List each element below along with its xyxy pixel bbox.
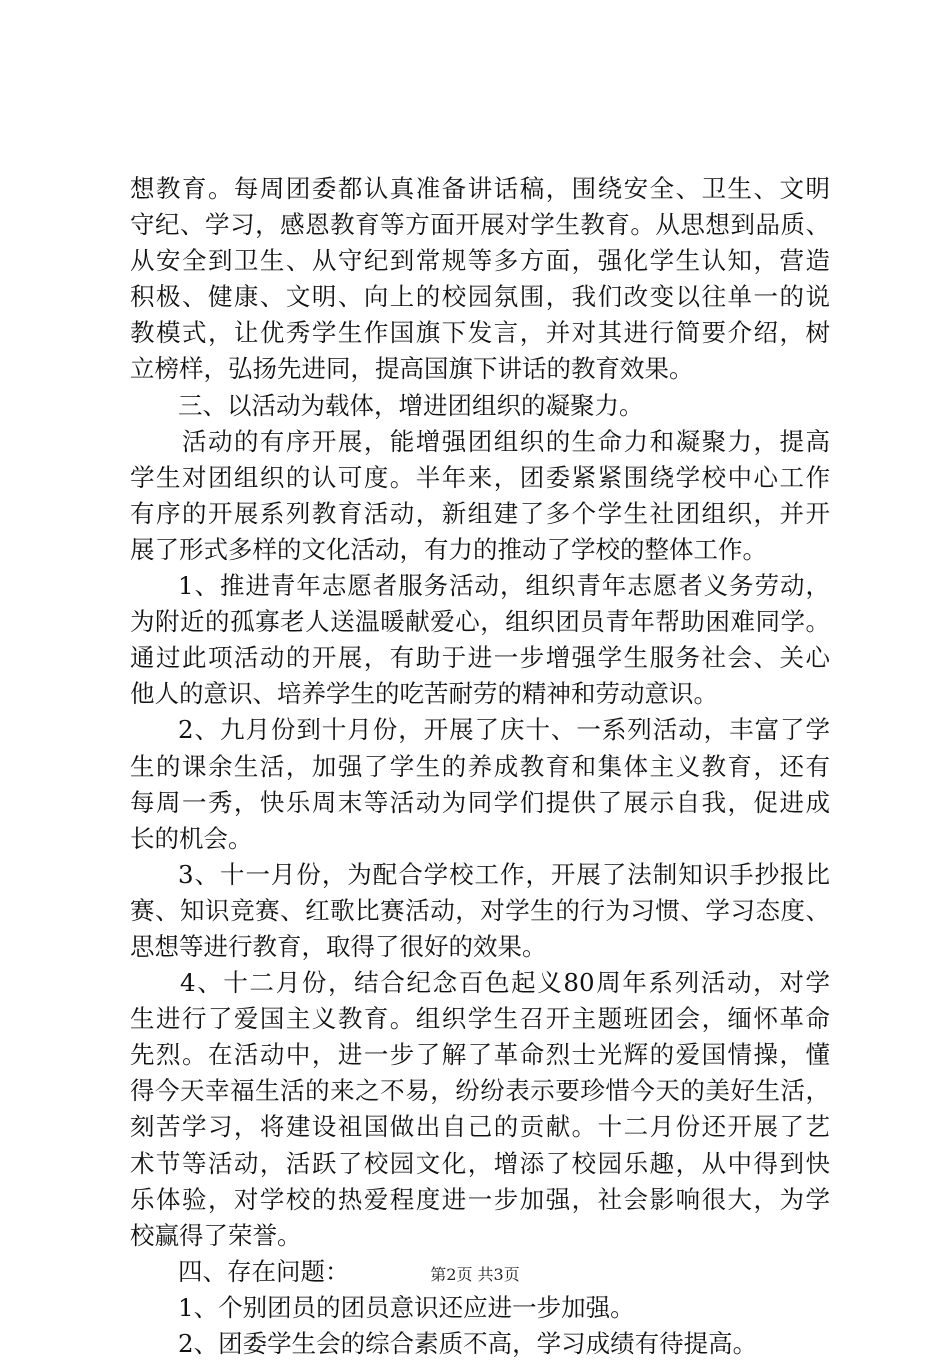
text-line: 1、推进青年志愿者服务活动，组织青年志愿者义务劳动， (178, 571, 830, 601)
text-line: 生的课余生活，加强了学生的养成教育和集体主义教育，还有 (130, 751, 830, 781)
text-line: 长的机会。 (130, 823, 253, 853)
text-line: 得今天幸福生活的来之不易，纷纷表示要珍惜今天的美好生活， (130, 1076, 830, 1106)
text-line: 为附近的孤寡老人送温暖献爱心，组织团员青年帮助困难同学。 (130, 607, 830, 637)
section-heading: 三、以活动为载体，增进团组织的凝聚力。 (178, 390, 644, 420)
page-number: 第2页 共3页 (430, 1265, 520, 1284)
text-line: 他人的意识、培养学生的吃苦耐劳的精神和劳动意识。 (130, 679, 718, 709)
text-line: 思想等进行教育，取得了很好的效果。 (130, 931, 547, 961)
text-line: 从安全到卫生、从守纪到常规等多方面，强化学生认知，营造 (130, 246, 830, 276)
text-line: 4、十二月份，结合纪念百色起义80周年系列活动，对学 (180, 968, 830, 998)
text-line: 学生对团组织的认可度。半年来，团委紧紧围绕学校中心工作 (130, 462, 830, 492)
text-line: 活动的有序开展，能增强团组织的生命力和凝聚力，提高 (182, 426, 830, 456)
text-line: 生进行了爱国主义教育。组织学生召开主题班团会，缅怀革命 (130, 1004, 830, 1034)
text-line: 1、个别团员的团员意识还应进一步加强。 (178, 1292, 635, 1322)
text-line: 有序的开展系列教育活动，新组建了多个学生社团组织，并开 (130, 498, 830, 528)
text-line: 每周一秀，快乐周末等活动为同学们提供了展示自我，促进成 (130, 787, 830, 817)
text-line: 赛、知识竞赛、红歌比赛活动，对学生的行为习惯、学习态度、 (130, 895, 830, 925)
text-line: 校赢得了荣誉。 (130, 1220, 302, 1250)
text-line: 展了形式多样的文化活动，有力的推动了学校的整体工作。 (130, 534, 767, 564)
text-line: 守纪、学习，感恩教育等方面开展对学生教育。从思想到品质、 (130, 210, 830, 240)
text-line: 2、团委学生会的综合素质不高，学习成绩有待提高。 (178, 1329, 758, 1358)
document-body (130, 171, 830, 1362)
text-line: 乐体验，对学校的热爱程度进一步加强，社会影响很大，为学 (130, 1184, 830, 1214)
text-line: 通过此项活动的开展，有助于进一步增强学生服务社会、关心 (130, 643, 830, 673)
text-line: 先烈。在活动中，进一步了解了革命烈士光辉的爱国情操，懂 (130, 1040, 830, 1070)
text-line: 3、十一月份，为配合学校工作，开展了法制知识手抄报比 (178, 859, 830, 889)
page-footer (0, 1265, 950, 1285)
text-line: 教模式，让优秀学生作国旗下发言，并对其进行简要介绍，树 (130, 318, 830, 348)
text-line: 积极、健康、文明、向上的校园氛围，我们改变以往单一的说 (130, 282, 830, 312)
text-line: 想教育。每周团委都认真准备讲话稿，围绕安全、卫生、文明 (130, 174, 830, 203)
text-line: 2、九月份到十月份，开展了庆十、一系列活动，丰富了学 (178, 715, 830, 745)
text-line: 立榜样，弘扬先进同，提高国旗下讲话的教育效果。 (130, 354, 694, 384)
section-heading: 四、存在问题： (178, 1256, 350, 1286)
text-line: 刻苦学习，将建设祖国做出自己的贡献。十二月份还开展了艺 (130, 1112, 830, 1142)
text-line: 术节等活动，活跃了校园文化，增添了校园乐趣，从中得到快 (130, 1148, 830, 1178)
